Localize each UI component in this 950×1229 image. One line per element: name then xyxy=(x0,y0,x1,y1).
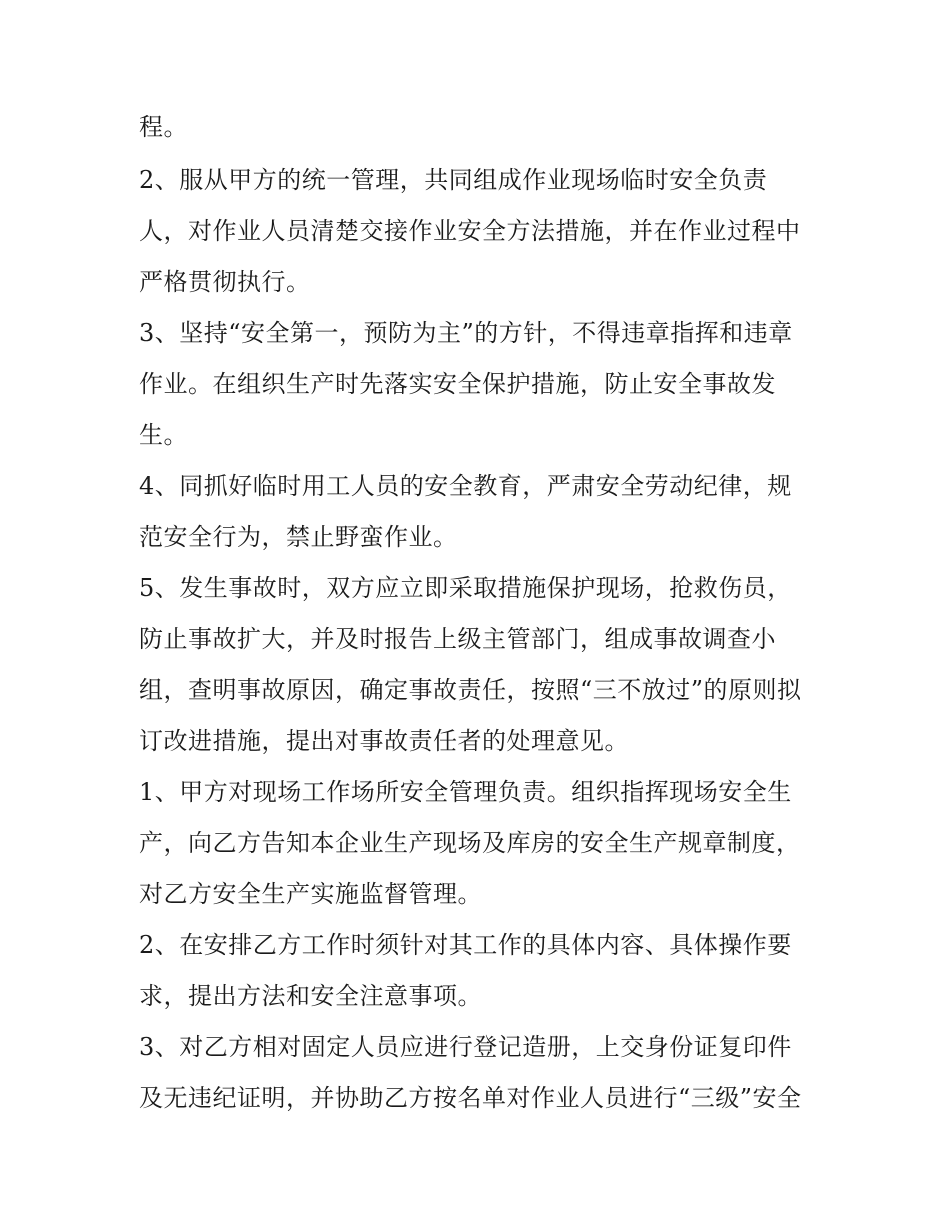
text-line: 对乙方安全生产实施监督管理。 xyxy=(139,880,482,908)
text-line: 1、甲方对现场工作场所安全管理负责。组织指挥现场安全生 xyxy=(139,778,792,806)
text-line: 2、在安排乙方工作时须针对其工作的具体内容、具体操作要 xyxy=(139,931,792,959)
text-line: 程。 xyxy=(139,113,188,141)
text-line: 人，对作业人员清楚交接作业安全方法措施，并在作业过程中 xyxy=(139,217,801,245)
text-line: 及无违纪证明，并协助乙方按名单对作业人员进行“三级”安全 xyxy=(139,1084,802,1112)
text-line: 4、同抓好临时用工人员的安全教育，严肃安全劳动纪律，规 xyxy=(139,472,792,500)
text-line: 作业。在组织生产时先落实安全保护措施，防止安全事故发 xyxy=(139,370,776,398)
text-line: 生。 xyxy=(139,421,188,449)
text-line: 范安全行为，禁止野蛮作业。 xyxy=(139,523,458,551)
text-line: 订改进措施，提出对事故责任者的处理意见。 xyxy=(139,727,629,755)
text-line: 产，向乙方告知本企业生产现场及库房的安全生产规章制度， xyxy=(139,829,801,857)
text-line: 3、对乙方相对固定人员应进行登记造册，上交身份证复印件 xyxy=(139,1033,792,1061)
text-line: 组，查明事故原因，确定事故责任，按照“三不放过”的原则拟 xyxy=(139,676,802,704)
text-line: 防止事故扩大，并及时报告上级主管部门，组成事故调查小 xyxy=(139,625,776,653)
text-line: 2、服从甲方的统一管理，共同组成作业现场临时安全负责 xyxy=(139,166,768,194)
text-line: 求，提出方法和安全注意事项。 xyxy=(139,982,482,1010)
text-line: 严格贯彻执行。 xyxy=(139,268,311,296)
text-line: 5、发生事故时，双方应立即采取措施保护现场，抢救伤员， xyxy=(139,574,792,602)
text-line: 3、坚持“安全第一，预防为主”的方针，不得违章指挥和违章 xyxy=(139,319,793,347)
